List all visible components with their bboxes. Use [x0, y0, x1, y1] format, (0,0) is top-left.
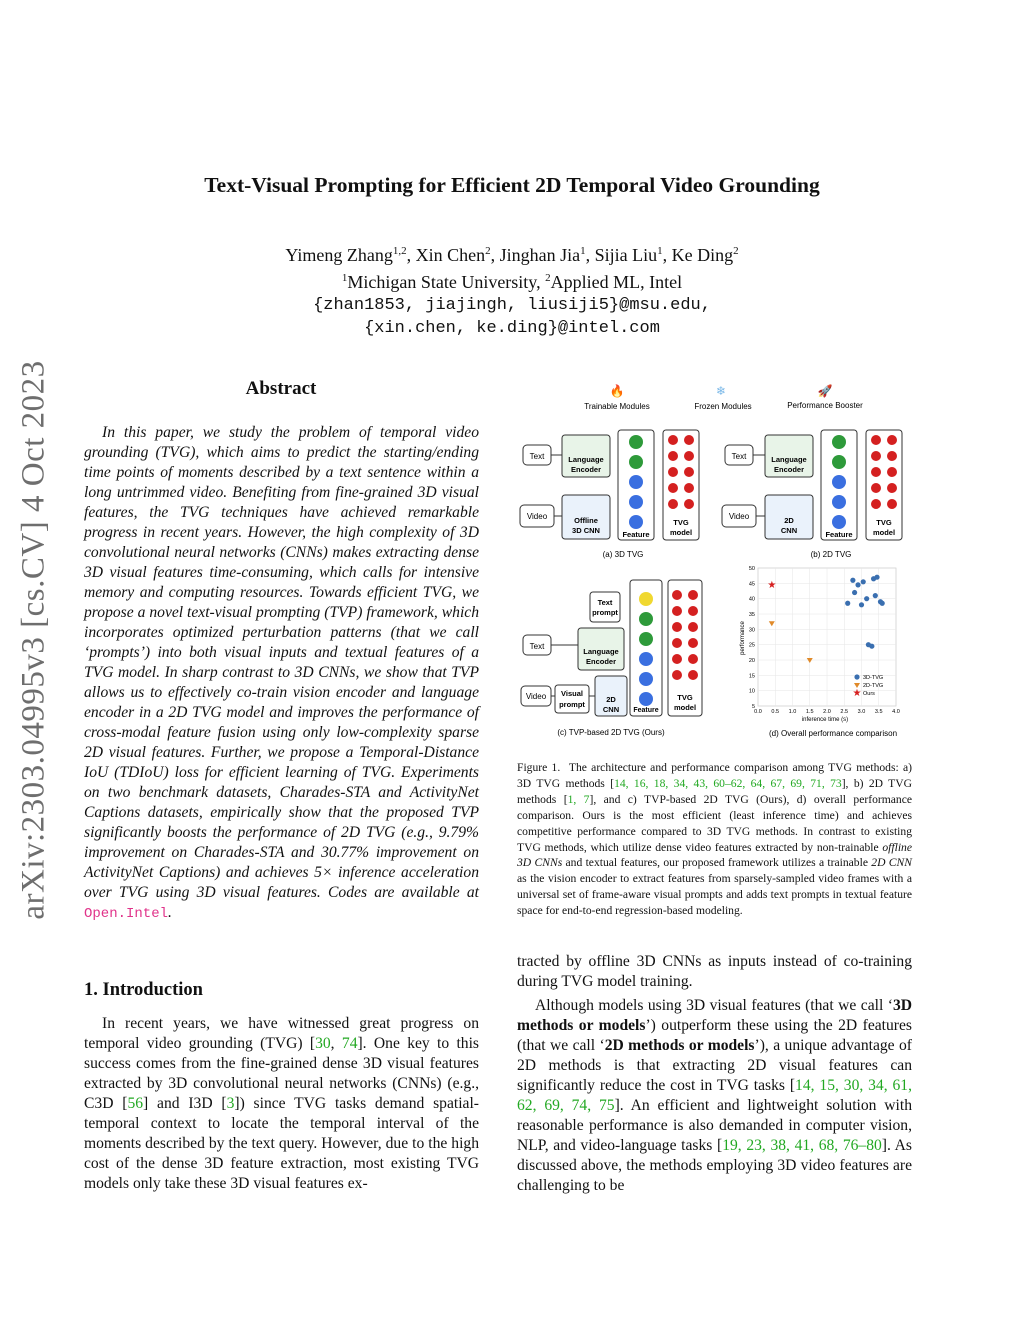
caption-text: ], b) 2D TVG methods [: [517, 776, 913, 806]
svg-text:TVG: TVG: [677, 693, 693, 702]
caption-text: The architecture and performance comparison among TVG methods: a) 3D TVG methods [: [517, 761, 913, 790]
svg-text:Text: Text: [597, 598, 613, 607]
svg-text:Feature: Feature: [633, 707, 659, 714]
abstract-end: .: [168, 904, 172, 921]
tvg-label: TVG: [673, 518, 689, 527]
intro-text: ]) since TVG tasks demand spatial-temporal context to locate the temporal interval of the moments described by the text query. However, due to the high cost of the dense 3D feature extraction, most existing TVG models only take these 3D visual features ex-: [84, 1095, 479, 1192]
intro-text: ] and I3D [: [143, 1095, 227, 1112]
caption-label: Figure 1.: [517, 761, 561, 774]
legend-frozen: [694, 384, 751, 411]
caption-text: ], and c) TVP-based 2D TVG (Ours), d) overall performance comparison. Ours is the most efficient (least inference time) and achieves competitive performance compared to 3D TVG methods. In contrast to existing TVG methods, which utilize dense video features extracted by non-trainable: [517, 792, 912, 854]
legend-label: Performance Booster: [787, 401, 863, 410]
right-column-body: [517, 952, 912, 1196]
data-point-3d-tvg: [852, 590, 857, 595]
data-point-3d-tvg: [861, 579, 866, 584]
arxiv-id: arXiv:2303.04995v3 [cs.CV] 4 Oct 2023: [15, 360, 52, 920]
x-tick-label: 2.5: [840, 709, 849, 715]
svg-text:model: model: [872, 528, 896, 537]
x-tick-label: 3.0: [857, 709, 866, 715]
y-axis-label: performance: [740, 621, 746, 655]
x-tick-label: 2.0: [823, 709, 831, 715]
data-point-3d-tvg: [864, 596, 869, 601]
text-prompt-box: [590, 592, 620, 622]
data-point-3d-tvg: [855, 582, 860, 587]
text-label: Text: [529, 452, 545, 461]
citation-links[interactable]: 19, 23, 38, 41, 68, 76–80: [722, 1137, 882, 1154]
svg-text:Feature: Feature: [825, 530, 853, 539]
citation-link[interactable]: 56: [127, 1095, 144, 1112]
svg-text:Language: Language: [583, 647, 619, 656]
svg-text:2D: 2D: [784, 516, 794, 525]
svg-text:Text: Text: [731, 452, 747, 461]
data-point-3d-tvg: [854, 674, 859, 679]
data-point-2d-tvg: [769, 621, 775, 626]
data-point-3d-tvg: [845, 601, 850, 606]
citation-links[interactable]: 14, 16, 18, 34, 43, 60–62, 64, 67, 69, 71, 73: [614, 776, 842, 790]
citation-link[interactable]: 30: [315, 1035, 331, 1052]
data-point-3d-tvg: [869, 644, 874, 649]
snowflake-icon: ❄: [715, 384, 727, 398]
data-point-ours: ★: [852, 688, 862, 699]
data-point-3d-tvg: [859, 602, 864, 607]
cnn-label: Offline: [574, 516, 598, 525]
paper-title: Text-Visual Prompting for Efficient 2D Temporal Video Grounding: [204, 173, 820, 197]
data-point-ours: ★: [767, 579, 777, 591]
svg-text:Text: Text: [529, 642, 545, 651]
y-tick-label: 35: [748, 612, 755, 618]
body-text: ’) outperform these using the 2D features (that we call ‘: [517, 1017, 912, 1054]
panel-label: (d) Overall performance comparison: [768, 729, 898, 738]
bold-term: 2D methods or models: [604, 1037, 755, 1054]
caption-text: and textual features, our proposed framework utilizes a trainable: [562, 856, 872, 870]
svg-text:prompt: prompt: [592, 608, 618, 617]
body-text: ]. As discussed above, the methods employing 3D video features are challenging to be: [517, 1137, 912, 1194]
legend-entry: 2D-TVG: [863, 683, 884, 689]
body-text: ’), a unique advantage of 2D methods is that extracting 2D visual features can significantly reduce the cost in TVG tasks [: [517, 1037, 912, 1094]
figure-caption: [517, 760, 912, 919]
legend-label: Trainable Modules: [584, 402, 650, 411]
svg-text:prompt: prompt: [559, 700, 585, 709]
citation-link[interactable]: 74: [341, 1035, 358, 1052]
x-tick-label: 1.5: [805, 709, 814, 715]
code-link[interactable]: Open.Intel: [84, 906, 169, 922]
encoder-label: Encoder: [570, 465, 602, 474]
svg-text:Language: Language: [771, 455, 807, 464]
video-label: Video: [526, 512, 548, 521]
email-line-2[interactable]: {xin.chen, ke.ding}@intel.com: [364, 319, 660, 338]
email-line-1[interactable]: {zhan1853, jiajingh, liusiji5}@msu.edu,: [313, 296, 711, 315]
y-tick-label: 50: [748, 566, 755, 572]
panel-label: (c) TVP-based 2D TVG (Ours): [557, 728, 665, 737]
y-tick-label: 30: [748, 627, 755, 634]
svg-text:2D: 2D: [606, 695, 616, 704]
data-point-3d-tvg: [873, 593, 878, 598]
data-point-3d-tvg: [850, 578, 855, 583]
tvg-label: model: [669, 528, 693, 537]
y-tick-label: 25: [748, 642, 755, 649]
panel-c-tvp: [521, 580, 702, 737]
intro-text: ]. One key to this success comes from the fine-grained dense 3D visual features extracted by 3D convolutional neural networks (CNNs) (e.g., C3D [: [84, 1035, 479, 1112]
rocket-icon: 🚀: [817, 384, 833, 398]
intro-text: In recent years, we have witnessed great progress on temporal video grounding (TVG) [: [84, 1015, 479, 1052]
y-tick-label: 45: [748, 581, 755, 588]
svg-text:Encoder: Encoder: [773, 465, 805, 474]
citation-links[interactable]: 14, 15, 30, 34, 61, 62, 69, 74, 75: [517, 1077, 912, 1114]
data-point-2d-tvg: [807, 658, 813, 663]
data-point-3d-tvg: [880, 601, 885, 606]
abstract-text: In this paper, we study the problem of temporal video grounding (TVG), which aims to predict the starting/ending time points of moments described by a text sentence within a long untrimmed video. Benefiting from fine-grained 3D visual features, the TVG techniques have achieved remarkable progress in recent years. However, the high complexity of 3D convolutional neural networks (CNNs) makes extracting dense 3D visual features time-consuming, which calls for intensive memory and computing resources. Towards efficient TVG, we propose a novel text-visual prompting (TVP) framework, which incorporates optimized perturbation patterns (that we call ‘prompts’) into both visual inputs and textual features of a TVG model. In sharp contrast to 3D CNNs, we show that TVP allows us to effectively co-train vision encoder and language encoder in a 2D TVG model and improves the performance of cross-modal feature fusion using only low-complexity sparse 2D visual features. Further, we propose a Temporal-Distance IoU (TDIoU) loss for efficient learning of TVG. Experiments on two benchmark datasets, Charades-STA and ActivityNet Captions datasets, empirically show that the proposed TVP significantly boosts the performance of 2D TVG (e.g., 9.79% improvement on Charades-STA and 30.77% improvement on ActivityNet Captions) and achieves 5× inference acceleration over TVG using 3D visual features. Codes are available at: [84, 424, 479, 901]
y-tick-label: 5: [751, 704, 755, 710]
body-text: Although models using 3D visual features (that we call ‘: [535, 997, 893, 1014]
svg-text:Encoder: Encoder: [585, 657, 617, 666]
x-tick-label: 4.0: [892, 709, 900, 715]
panel-b-2d-tvg: [722, 430, 902, 559]
authors-line: Yimeng Zhang$^{1,2}$, Xin Chen$^2$, Jinghan Jia$^1$, Sijia Liu$^1$, Ke Ding$^2$: [285, 245, 739, 265]
cnn-label: 3D CNN: [572, 526, 600, 535]
chart-points: [767, 575, 884, 663]
section-heading-introduction: 1. Introduction: [84, 980, 203, 1000]
svg-text:Video: Video: [525, 692, 547, 701]
body-text: ]. An efficient and lightweight solution with reasonable performance is also demanded in computer vision, NLP, and video-language tasks [: [517, 1097, 913, 1154]
fire-icon: 🔥: [609, 384, 625, 398]
y-tick-label: 15: [748, 673, 755, 680]
svg-text:Visual: Visual: [561, 689, 583, 698]
legend-entry: Ours: [863, 691, 875, 697]
bold-term: 3D methods or models: [517, 997, 912, 1034]
affiliation-line: $^1$Michigan State University, $^2$Applied ML, Intel: [341, 272, 683, 292]
encoder-label: Language: [568, 455, 604, 464]
panel-a-3d-tvg: [520, 430, 699, 559]
x-axis-label: inference time (s): [801, 717, 849, 723]
legend-booster: [787, 384, 863, 410]
svg-text:Video: Video: [728, 512, 750, 521]
x-tick-label: 3.5: [874, 709, 883, 715]
x-tick-label: 0.5: [771, 709, 780, 715]
x-tick-label: 1.0: [788, 709, 797, 715]
figure-1: [515, 380, 915, 750]
legend-trainable: [584, 384, 650, 411]
intro-body: [84, 1014, 479, 1194]
intro-text: ,: [330, 1035, 342, 1052]
data-point-3d-tvg: [874, 575, 879, 580]
legend-label: Frozen Modules: [694, 402, 752, 411]
svg-text:CNN: CNN: [602, 705, 620, 714]
feature-label: Feature: [622, 530, 650, 539]
caption-text: as the vision encoder to extract features from sparsely-sampled video frames with a universal set of frame-aware visual prompts and adds text prompts in textual feature space for end-to-end regression-based modeling.: [517, 872, 912, 918]
panel-d-scatter-chart: [740, 566, 900, 738]
panel-label: (b) 2D TVG: [810, 550, 852, 559]
x-tick-label: 0.0: [754, 709, 762, 715]
caption-italic: offline 3D CNNs: [517, 840, 912, 870]
y-tick-label: 20: [748, 658, 755, 664]
y-tick-label: 40: [748, 596, 755, 603]
caption-italic: 2D CNN: [871, 856, 912, 870]
panel-label: (a) 3D TVG: [602, 550, 644, 559]
svg-text:CNN: CNN: [780, 526, 798, 535]
legend-entry: 3D-TVG: [863, 675, 884, 681]
arxiv-sidebar-stamp: [6, 350, 62, 930]
author-block: [0, 240, 1024, 340]
continued-paragraph: tracted by offline 3D CNNs as inputs instead of co-training during TVG model training.: [517, 953, 912, 990]
abstract-body: [84, 423, 479, 924]
svg-text:TVG: TVG: [876, 518, 892, 527]
svg-text:model: model: [673, 703, 697, 712]
y-tick-label: 10: [748, 688, 755, 695]
citation-link[interactable]: 3: [226, 1095, 235, 1112]
citation-links[interactable]: 1, 7: [567, 792, 590, 806]
abstract-heading: Abstract: [245, 378, 317, 399]
